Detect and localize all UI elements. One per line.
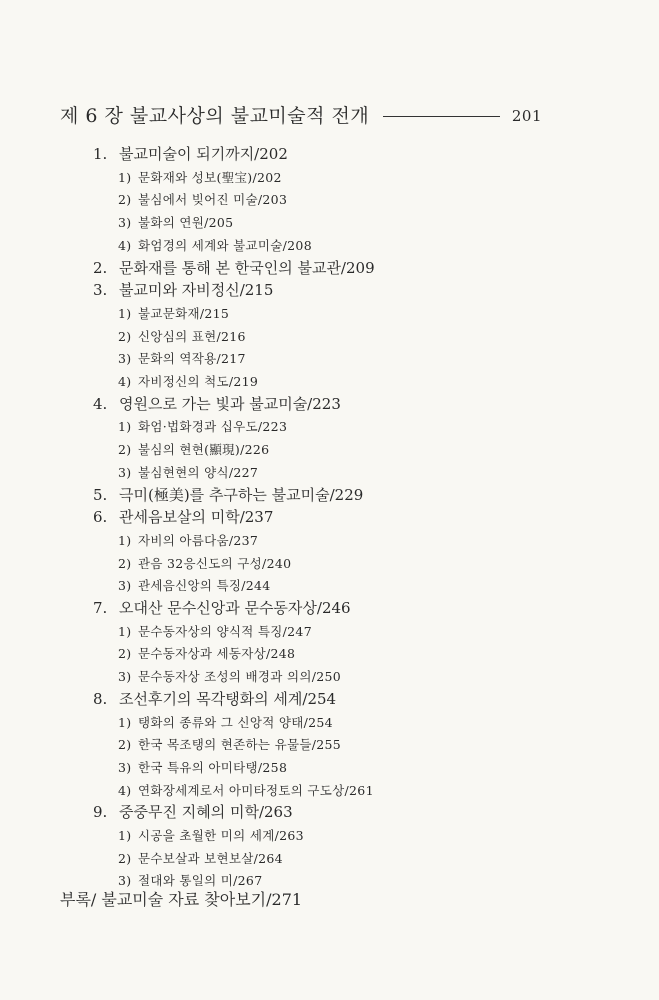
subsection-number: 3) [118, 351, 132, 367]
section-title: 문화재를 통해 본 한국인의 불교관/209 [119, 258, 375, 277]
subsection-number: 4) [118, 782, 132, 798]
toc-subsection [118, 191, 287, 209]
subsection-title: 한국 목조탱의 현존하는 유물들/255 [138, 737, 341, 753]
toc-section [93, 485, 363, 505]
section-title: 불교미술이 되기까지/202 [119, 145, 288, 163]
section-title: 영원으로 가는 빛과 불교미술/223 [119, 394, 341, 413]
toc-section [93, 689, 336, 709]
subsection-number: 1) [118, 305, 132, 321]
toc-subsection [118, 418, 287, 436]
toc-subsection [118, 214, 233, 232]
section-number: 2. [93, 258, 108, 277]
subsection-title: 문수동자상 조성의 배경과 의의/250 [138, 669, 341, 685]
subsection-title: 불심에서 빚어진 미술/203 [138, 192, 288, 208]
toc-subsection [118, 305, 229, 323]
subsection-title: 문수동자상의 양식적 특징/247 [138, 623, 312, 639]
toc-section [93, 802, 293, 822]
chapter-title: 제 6 장 불교사상의 불교미술적 전개 [60, 105, 370, 127]
subsection-title: 문수보살과 보현보살/264 [138, 850, 283, 866]
subsection-title: 연화장세계로서 아미타정토의 구도상/261 [138, 782, 374, 798]
toc-subsection [118, 237, 312, 255]
subsection-number: 1) [118, 169, 132, 185]
leader-rule [383, 116, 500, 117]
subsection-number: 1) [118, 419, 132, 435]
subsection-number: 3) [118, 215, 132, 231]
toc-section [93, 598, 351, 618]
subsection-title: 불심현현의 양식/227 [138, 464, 259, 480]
subsection-number: 2) [118, 328, 132, 344]
subsection-number: 3) [118, 464, 132, 480]
section-number: 1. [93, 145, 108, 163]
subsection-title: 관음 32응신도의 구성/240 [138, 555, 292, 571]
section-number: 3. [93, 281, 108, 300]
section-number: 7. [93, 599, 108, 617]
section-title: 불교미와 자비정신/215 [119, 281, 274, 300]
subsection-number: 1) [118, 714, 132, 730]
toc-subsection [118, 623, 312, 641]
toc-subsection [118, 441, 269, 459]
toc-subsection [118, 373, 258, 391]
toc-subsection [118, 759, 287, 777]
section-number: 4. [93, 394, 108, 413]
subsection-title: 자비의 아름다움/237 [138, 532, 259, 548]
toc-section [93, 144, 288, 164]
subsection-title: 불심의 현현(顯現)/226 [138, 442, 270, 458]
subsection-title: 신앙심의 표현/216 [138, 328, 246, 344]
subsection-title: 문화재와 성보(聖宝)/202 [138, 169, 282, 185]
toc-subsection [118, 827, 304, 845]
subsection-number: 1) [118, 532, 132, 548]
subsection-number: 2) [118, 192, 132, 208]
section-number: 5. [93, 485, 108, 504]
subsection-title: 문수동자상과 세동자상/248 [138, 646, 296, 662]
toc-section [93, 394, 341, 414]
subsection-title: 화엄·법화경과 십우도/223 [138, 419, 288, 435]
section-title: 관세음보살의 미학/237 [119, 508, 274, 527]
subsection-title: 자비정신의 척도/219 [138, 374, 259, 389]
toc-subsection [118, 328, 246, 346]
section-title: 중중무진 지혜의 미학/263 [119, 803, 293, 822]
toc-subsection [118, 645, 295, 663]
subsection-title: 관세음신앙의 특징/244 [138, 578, 271, 594]
section-number: 9. [93, 803, 108, 822]
section-title: 오대산 문수신앙과 문수동자상/246 [119, 599, 351, 617]
subsection-number: 1) [118, 828, 132, 843]
toc-section [93, 258, 375, 278]
subsection-number: 2) [118, 646, 132, 662]
chapter-heading [60, 104, 542, 128]
toc-subsection [118, 782, 374, 800]
subsection-number: 2) [118, 737, 132, 753]
toc-subsection [118, 714, 333, 732]
subsection-number: 2) [118, 442, 132, 458]
subsection-number: 1) [118, 623, 132, 639]
toc-subsection [118, 577, 271, 595]
section-title: 조선후기의 목각탱화의 세계/254 [119, 689, 337, 708]
subsection-title: 화엄경의 세계와 불교미술/208 [138, 237, 312, 253]
subsection-title: 불화의 연원/205 [138, 215, 234, 231]
section-number: 6. [93, 508, 108, 527]
subsection-title: 탱화의 종류와 그 신앙적 양태/254 [138, 714, 333, 730]
toc-subsection [118, 532, 258, 550]
toc-subsection [118, 668, 341, 686]
subsection-number: 3) [118, 873, 132, 889]
toc-subsection [118, 872, 262, 890]
subsection-title: 시공을 초월한 미의 세계/263 [138, 828, 304, 843]
toc-subsection [118, 850, 283, 868]
toc-section [93, 507, 273, 527]
subsection-number: 2) [118, 555, 132, 571]
section-number: 8. [93, 689, 108, 708]
subsection-number: 3) [118, 669, 132, 685]
subsection-number: 4) [118, 374, 132, 389]
toc-subsection [118, 555, 291, 573]
subsection-number: 2) [118, 850, 132, 866]
subsection-number: 3) [118, 578, 132, 594]
subsection-title: 절대와 통일의 미/267 [138, 873, 263, 889]
toc-subsection [118, 350, 246, 368]
toc-subsection [118, 736, 341, 754]
section-title: 극미(極美)를 추구하는 불교미술/229 [119, 485, 364, 504]
toc-section [93, 280, 273, 300]
subsection-title: 불교문화재/215 [138, 305, 230, 321]
subsection-number: 4) [118, 237, 132, 253]
chapter-page-number: 201 [511, 107, 542, 125]
subsection-title: 한국 특유의 아미타탱/258 [138, 759, 288, 775]
toc-subsection [118, 464, 258, 482]
subsection-number: 3) [118, 759, 132, 775]
toc-subsection [118, 169, 282, 187]
subsection-title: 문화의 역작용/217 [138, 351, 246, 367]
appendix-entry: 부록/ 불교미술 자료 찾아보기/271 [60, 890, 303, 909]
